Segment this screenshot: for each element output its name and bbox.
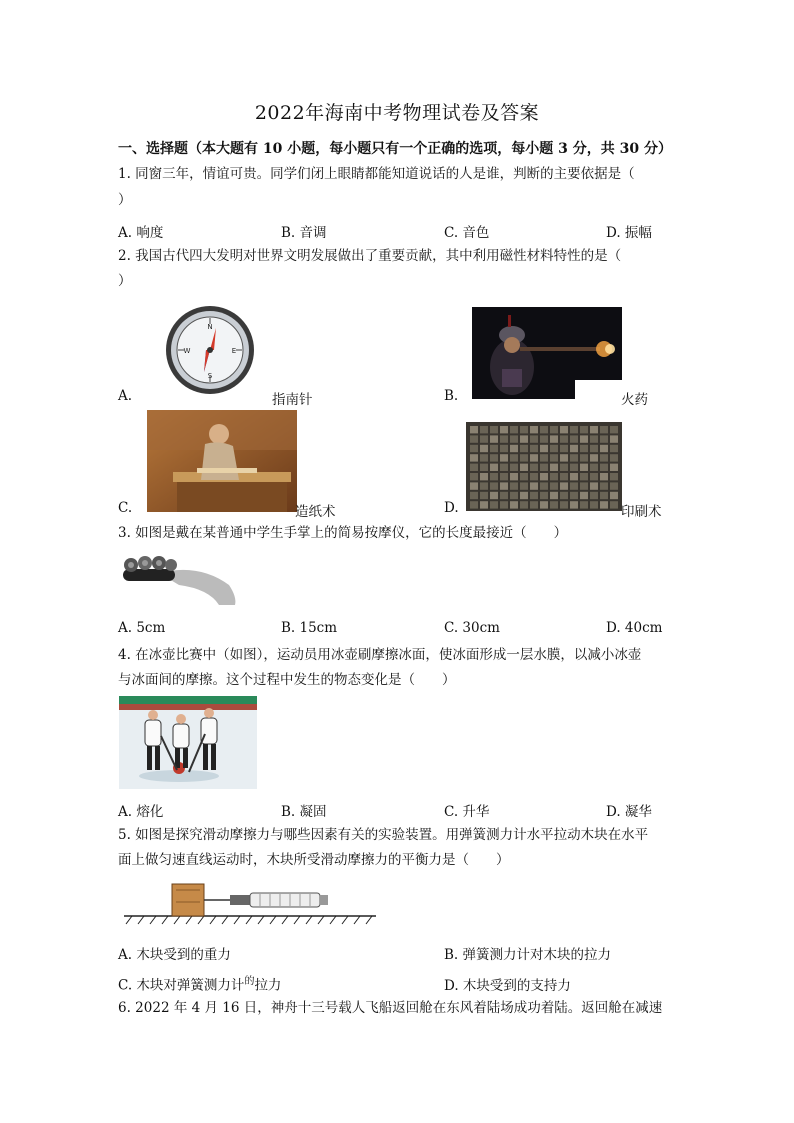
page-title: 2022年海南中考物理试卷及答案 (254, 102, 540, 124)
question-4-stem-cont: 与冰面间的摩擦。这个过程中发生的物态变化是（ ） (118, 672, 456, 688)
q2-option-a-letter: A. (118, 388, 133, 404)
q4-option-c: C. 升华 (444, 804, 490, 820)
question-2-stem-cont: ） (118, 273, 132, 289)
q1-option-b: B. 音调 (281, 225, 327, 241)
q2-option-c-caption: 造纸术 (295, 504, 336, 520)
curling-photo-icon (119, 696, 257, 789)
q5-option-b: B. 弹簧测力计对木块的拉力 (444, 947, 612, 963)
svg-text:E: E (231, 347, 237, 355)
question-6-stem: 6. 2022 年 4 月 16 日，神舟十三号载人飞船返回舱在东风着陆场成功着陆。返回舱在减速 (118, 1000, 663, 1016)
question-2-stem: 2. 我国古代四大发明对世界文明发展做出了重要贡献，其中利用磁性材料特性的是（ (118, 248, 622, 264)
compass-icon (164, 304, 256, 396)
movable-type-icon (466, 422, 622, 511)
question-5-stem: 5. 如图是探究滑动摩擦力与哪些因素有关的实验装置。用弹簧测力计水平拉动木块在水平 (118, 827, 649, 843)
question-5-stem-cont: 面上做匀速直线运动时，木块所受滑动摩擦力的平衡力是（ ） (118, 852, 510, 868)
svg-text:W: W (183, 347, 191, 355)
q3-option-d: D. 40cm (606, 620, 663, 636)
svg-text:N: N (207, 323, 213, 331)
q5-option-c-tail: 拉力 (254, 977, 282, 994)
q3-option-c: C. 30cm (444, 620, 500, 636)
q2-option-c-letter: C. (118, 500, 133, 516)
q4-option-d: D. 凝华 (606, 804, 652, 820)
svg-text:S: S (207, 372, 213, 380)
q5-option-c-text: C. 木块对弹簧测力计 (118, 977, 245, 994)
q2-option-b-letter: B. (444, 388, 459, 404)
smoke-trail-decoration (575, 380, 623, 400)
q5-option-c-super: 的 (244, 976, 255, 987)
question-4-stem: 4. 在冰壶比赛中（如图），运动员用冰壶刷摩擦冰面，使冰面形成一层水膜，以减小冰壶 (118, 647, 642, 663)
q1-option-a: A. 响度 (118, 225, 164, 241)
question-3-stem: 3. 如图是戴在某普通中学生手掌上的简易按摩仪，它的长度最接近（ ） (118, 525, 568, 541)
q1-option-c: C. 音色 (444, 225, 490, 241)
q3-option-b: B. 15cm (281, 620, 338, 636)
q4-option-a: A. 熔化 (118, 804, 164, 820)
section-heading: 一、选择题（本大题有 10 小题，每小题只有一个正确的选项，每小题 3 分，共 30 分） (118, 141, 672, 157)
q2-option-d-caption: 印刷术 (621, 504, 662, 520)
q5-option-d: D. 木块受到的支持力 (444, 978, 571, 994)
q2-option-a-caption: 指南针 (272, 392, 313, 408)
friction-experiment-diagram (124, 878, 376, 926)
q2-option-b-caption: 火药 (621, 392, 648, 408)
massager-icon (119, 545, 237, 605)
papermaking-icon (147, 410, 297, 512)
q3-option-a: A. 5cm (118, 620, 166, 636)
question-1-stem-cont: ） (118, 192, 132, 208)
q5-option-c (118, 972, 281, 994)
q2-option-d-letter: D. (444, 500, 459, 516)
q4-option-b: B. 凝固 (281, 804, 327, 820)
q5-option-a: A. 木块受到的重力 (118, 947, 231, 963)
q1-option-d: D. 振幅 (606, 225, 652, 241)
question-1-stem: 1. 同窗三年，情谊可贵。同学们闭上眼睛都能知道说话的人是谁，判断的主要依据是（ (118, 166, 635, 182)
